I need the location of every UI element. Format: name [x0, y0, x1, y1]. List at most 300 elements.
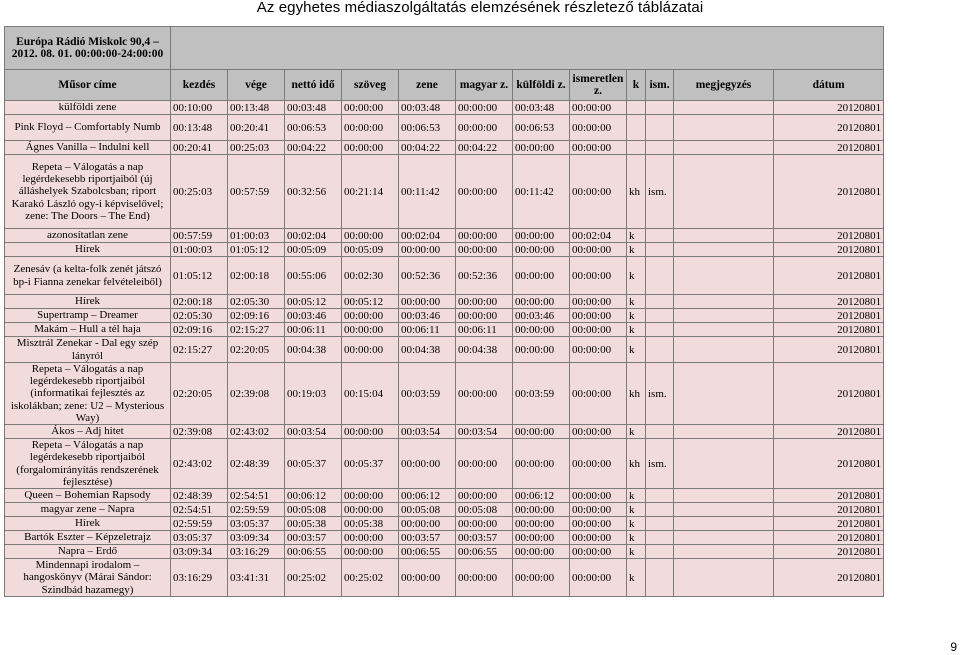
- cell-unknown: 00:00:00: [570, 559, 627, 597]
- cell-start: 03:05:37: [171, 531, 228, 545]
- cell-ism: [646, 531, 674, 545]
- cell-foreign: 00:00:00: [513, 323, 570, 337]
- cell-net: 00:03:46: [285, 309, 342, 323]
- cell-note: [674, 101, 774, 115]
- cell-ism: [646, 545, 674, 559]
- cell-start: 02:09:16: [171, 323, 228, 337]
- cell-text: 00:05:09: [342, 243, 399, 257]
- cell-music: 00:06:55: [399, 545, 456, 559]
- cell-foreign: 00:03:46: [513, 309, 570, 323]
- cell-music: 00:06:12: [399, 489, 456, 503]
- cell-foreign: 00:00:00: [513, 243, 570, 257]
- cell-foreign: 00:03:59: [513, 363, 570, 425]
- cell-foreign: 00:00:00: [513, 425, 570, 439]
- cell-k: [627, 141, 646, 155]
- cell-net: 00:03:54: [285, 425, 342, 439]
- table-row: [5, 439, 884, 489]
- cell-hu: 00:00:00: [456, 101, 513, 115]
- table-row: [5, 155, 884, 229]
- station-header-row: [5, 27, 884, 70]
- cell-ism: [646, 323, 674, 337]
- cell-ism: [646, 517, 674, 531]
- cell-music: 00:05:08: [399, 503, 456, 517]
- cell-net: 00:02:04: [285, 229, 342, 243]
- cell-net: 00:05:38: [285, 517, 342, 531]
- cell-start: 02:59:59: [171, 517, 228, 531]
- cell-foreign: 00:00:00: [513, 545, 570, 559]
- cell-net: 00:03:57: [285, 531, 342, 545]
- cell-hu: 00:00:00: [456, 115, 513, 141]
- cell-music: 00:04:22: [399, 141, 456, 155]
- cell-note: [674, 309, 774, 323]
- cell-end: 02:48:39: [228, 439, 285, 489]
- cell-k: k: [627, 295, 646, 309]
- col-unknown-header: ismeretlen z.: [570, 70, 627, 101]
- cell-note: [674, 489, 774, 503]
- cell-note: [674, 155, 774, 229]
- cell-note: [674, 115, 774, 141]
- cell-net: 00:05:08: [285, 503, 342, 517]
- cell-title: külföldi zene: [5, 101, 171, 115]
- cell-hu: 00:03:57: [456, 531, 513, 545]
- cell-unknown: 00:00:00: [570, 101, 627, 115]
- cell-foreign: 00:11:42: [513, 155, 570, 229]
- cell-unknown: 00:00:00: [570, 155, 627, 229]
- cell-music: 00:52:36: [399, 257, 456, 295]
- cell-date: 20120801: [774, 229, 884, 243]
- cell-foreign: 00:00:00: [513, 257, 570, 295]
- col-foreign-header: külföldi z.: [513, 70, 570, 101]
- cell-k: k: [627, 425, 646, 439]
- cell-start: 03:09:34: [171, 545, 228, 559]
- cell-date: 20120801: [774, 155, 884, 229]
- cell-k: k: [627, 545, 646, 559]
- cell-hu: 00:00:00: [456, 517, 513, 531]
- cell-net: 00:06:11: [285, 323, 342, 337]
- col-title-header: Műsor címe: [5, 70, 171, 101]
- cell-music: 00:00:00: [399, 243, 456, 257]
- cell-hu: 00:06:55: [456, 545, 513, 559]
- cell-text: 00:00:00: [342, 503, 399, 517]
- cell-unknown: 00:00:00: [570, 115, 627, 141]
- cell-text: 00:21:14: [342, 155, 399, 229]
- cell-text: 00:00:00: [342, 489, 399, 503]
- cell-title: Makám – Hull a tél haja: [5, 323, 171, 337]
- table-row: [5, 531, 884, 545]
- cell-text: 00:00:00: [342, 309, 399, 323]
- cell-title: Queen – Bohemian Rapsody: [5, 489, 171, 503]
- cell-end: 00:25:03: [228, 141, 285, 155]
- cell-text: 00:00:00: [342, 425, 399, 439]
- cell-date: 20120801: [774, 531, 884, 545]
- cell-hu: 00:05:08: [456, 503, 513, 517]
- cell-date: 20120801: [774, 243, 884, 257]
- cell-music: 00:11:42: [399, 155, 456, 229]
- cell-text: 00:05:37: [342, 439, 399, 489]
- cell-note: [674, 295, 774, 309]
- header-filler: [171, 27, 884, 70]
- cell-music: 00:06:11: [399, 323, 456, 337]
- cell-end: 01:00:03: [228, 229, 285, 243]
- cell-k: kh: [627, 155, 646, 229]
- cell-end: 02:20:05: [228, 337, 285, 363]
- cell-net: 00:06:53: [285, 115, 342, 141]
- cell-end: 03:16:29: [228, 545, 285, 559]
- cell-k: k: [627, 337, 646, 363]
- cell-net: 00:06:12: [285, 489, 342, 503]
- cell-date: 20120801: [774, 545, 884, 559]
- cell-ism: [646, 337, 674, 363]
- page-number: 9: [950, 640, 957, 654]
- cell-note: [674, 243, 774, 257]
- cell-note: [674, 439, 774, 489]
- table-row: [5, 309, 884, 323]
- cell-unknown: 00:00:00: [570, 489, 627, 503]
- cell-note: [674, 503, 774, 517]
- cell-end: 03:05:37: [228, 517, 285, 531]
- cell-hu: 00:52:36: [456, 257, 513, 295]
- cell-text: 00:00:00: [342, 531, 399, 545]
- cell-title: Repeta – Válogatás a nap legérdekesebb riportjaiból (új álláshelyek Szabolcsban; riport Karakó László ogy-i képviselővel; zene: The Doors – The End): [5, 155, 171, 229]
- column-header-row: [5, 70, 884, 101]
- cell-ism: [646, 425, 674, 439]
- cell-text: 00:15:04: [342, 363, 399, 425]
- cell-date: 20120801: [774, 425, 884, 439]
- cell-start: 00:13:48: [171, 115, 228, 141]
- cell-foreign: 00:00:00: [513, 517, 570, 531]
- cell-k: k: [627, 517, 646, 531]
- cell-ism: [646, 101, 674, 115]
- cell-k: [627, 101, 646, 115]
- cell-ism: [646, 257, 674, 295]
- table-row: [5, 141, 884, 155]
- cell-music: 00:06:53: [399, 115, 456, 141]
- cell-date: 20120801: [774, 517, 884, 531]
- cell-date: 20120801: [774, 115, 884, 141]
- cell-net: 00:03:48: [285, 101, 342, 115]
- cell-foreign: 00:03:48: [513, 101, 570, 115]
- cell-title: Ágnes Vanilla – Indulni kell: [5, 141, 171, 155]
- cell-net: 00:04:22: [285, 141, 342, 155]
- cell-k: [627, 115, 646, 141]
- cell-date: 20120801: [774, 439, 884, 489]
- cell-hu: 00:03:54: [456, 425, 513, 439]
- cell-date: 20120801: [774, 337, 884, 363]
- col-k-header: k: [627, 70, 646, 101]
- table-row: [5, 323, 884, 337]
- cell-k: k: [627, 323, 646, 337]
- cell-start: 03:16:29: [171, 559, 228, 597]
- cell-note: [674, 559, 774, 597]
- cell-hu: 00:00:00: [456, 155, 513, 229]
- cell-end: 02:54:51: [228, 489, 285, 503]
- cell-k: k: [627, 559, 646, 597]
- cell-foreign: 00:06:12: [513, 489, 570, 503]
- cell-note: [674, 323, 774, 337]
- cell-hu: 00:00:00: [456, 363, 513, 425]
- cell-music: 00:00:00: [399, 559, 456, 597]
- cell-unknown: 00:00:00: [570, 503, 627, 517]
- cell-text: 00:00:00: [342, 229, 399, 243]
- cell-date: 20120801: [774, 257, 884, 295]
- cell-music: 00:03:54: [399, 425, 456, 439]
- cell-start: 02:39:08: [171, 425, 228, 439]
- table-row: [5, 503, 884, 517]
- cell-note: [674, 425, 774, 439]
- cell-net: 00:05:12: [285, 295, 342, 309]
- cell-note: [674, 257, 774, 295]
- cell-music: 00:03:46: [399, 309, 456, 323]
- cell-text: 00:00:00: [342, 545, 399, 559]
- cell-note: [674, 517, 774, 531]
- cell-text: 00:00:00: [342, 101, 399, 115]
- cell-k: k: [627, 309, 646, 323]
- cell-unknown: 00:00:00: [570, 545, 627, 559]
- cell-ism: ism.: [646, 155, 674, 229]
- cell-end: 02:00:18: [228, 257, 285, 295]
- col-date-header: dátum: [774, 70, 884, 101]
- cell-title: Misztrál Zenekar - Dal egy szép lányról: [5, 337, 171, 363]
- cell-end: 02:59:59: [228, 503, 285, 517]
- col-hu-header: magyar z.: [456, 70, 513, 101]
- cell-ism: [646, 141, 674, 155]
- cell-text: 00:00:00: [342, 115, 399, 141]
- cell-k: k: [627, 489, 646, 503]
- cell-k: k: [627, 229, 646, 243]
- cell-ism: [646, 295, 674, 309]
- cell-net: 00:04:38: [285, 337, 342, 363]
- cell-hu: 00:04:38: [456, 337, 513, 363]
- cell-title: magyar zene – Napra: [5, 503, 171, 517]
- col-net-header: nettó idő: [285, 70, 342, 101]
- cell-net: 00:05:09: [285, 243, 342, 257]
- table-row: [5, 101, 884, 115]
- cell-start: 02:05:30: [171, 309, 228, 323]
- cell-end: 01:05:12: [228, 243, 285, 257]
- cell-net: 00:19:03: [285, 363, 342, 425]
- cell-unknown: 00:00:00: [570, 425, 627, 439]
- col-end-header: vége: [228, 70, 285, 101]
- table-row: [5, 425, 884, 439]
- cell-text: 00:00:00: [342, 337, 399, 363]
- cell-text: 00:02:30: [342, 257, 399, 295]
- cell-text: 00:25:02: [342, 559, 399, 597]
- cell-start: 00:10:00: [171, 101, 228, 115]
- cell-ism: ism.: [646, 363, 674, 425]
- table-row: [5, 559, 884, 597]
- cell-foreign: 00:00:00: [513, 229, 570, 243]
- cell-unknown: 00:02:04: [570, 229, 627, 243]
- table-row: [5, 243, 884, 257]
- cell-foreign: 00:00:00: [513, 503, 570, 517]
- col-note-header: megjegyzés: [674, 70, 774, 101]
- table-row: [5, 295, 884, 309]
- cell-start: 02:54:51: [171, 503, 228, 517]
- page-title: Az egyhetes médiaszolgáltatás elemzésének részletező táblázatai: [256, 0, 704, 16]
- table-row: [5, 545, 884, 559]
- cell-k: k: [627, 257, 646, 295]
- cell-title: Mindennapi irodalom – hangoskönyv (Márai Sándor: Szindbád hazamegy): [5, 559, 171, 597]
- cell-unknown: 00:00:00: [570, 439, 627, 489]
- cell-start: 00:25:03: [171, 155, 228, 229]
- cell-ism: [646, 229, 674, 243]
- table-row: [5, 229, 884, 243]
- table-row: [5, 363, 884, 425]
- cell-music: 00:04:38: [399, 337, 456, 363]
- cell-date: 20120801: [774, 309, 884, 323]
- table-row: [5, 257, 884, 295]
- cell-music: 00:03:57: [399, 531, 456, 545]
- cell-ism: [646, 309, 674, 323]
- cell-note: [674, 363, 774, 425]
- col-text-header: szöveg: [342, 70, 399, 101]
- cell-music: 00:00:00: [399, 517, 456, 531]
- cell-start: 00:20:41: [171, 141, 228, 155]
- cell-end: 02:09:16: [228, 309, 285, 323]
- cell-date: 20120801: [774, 363, 884, 425]
- cell-unknown: 00:00:00: [570, 337, 627, 363]
- cell-foreign: 00:00:00: [513, 141, 570, 155]
- cell-hu: 00:00:00: [456, 295, 513, 309]
- cell-hu: 00:00:00: [456, 439, 513, 489]
- cell-hu: 00:00:00: [456, 489, 513, 503]
- cell-music: 00:00:00: [399, 439, 456, 489]
- cell-note: [674, 337, 774, 363]
- table-row: [5, 337, 884, 363]
- cell-end: 03:09:34: [228, 531, 285, 545]
- cell-unknown: 00:00:00: [570, 309, 627, 323]
- col-ism-header: ism.: [646, 70, 674, 101]
- cell-note: [674, 531, 774, 545]
- cell-title: Napra – Erdő: [5, 545, 171, 559]
- cell-end: 02:05:30: [228, 295, 285, 309]
- cell-net: 00:25:02: [285, 559, 342, 597]
- cell-note: [674, 141, 774, 155]
- cell-foreign: 00:00:00: [513, 531, 570, 545]
- cell-unknown: 00:00:00: [570, 257, 627, 295]
- cell-k: k: [627, 531, 646, 545]
- cell-foreign: 00:06:53: [513, 115, 570, 141]
- cell-start: 02:48:39: [171, 489, 228, 503]
- cell-title: Hírek: [5, 243, 171, 257]
- cell-start: 02:20:05: [171, 363, 228, 425]
- cell-date: 20120801: [774, 559, 884, 597]
- cell-start: 02:00:18: [171, 295, 228, 309]
- cell-unknown: 00:00:00: [570, 517, 627, 531]
- cell-note: [674, 545, 774, 559]
- cell-start: 02:15:27: [171, 337, 228, 363]
- cell-text: 00:05:12: [342, 295, 399, 309]
- cell-music: 00:02:04: [399, 229, 456, 243]
- cell-ism: [646, 115, 674, 141]
- cell-end: 02:15:27: [228, 323, 285, 337]
- cell-end: 02:39:08: [228, 363, 285, 425]
- cell-music: 00:00:00: [399, 295, 456, 309]
- cell-net: 00:06:55: [285, 545, 342, 559]
- cell-net: 00:32:56: [285, 155, 342, 229]
- cell-k: kh: [627, 363, 646, 425]
- cell-end: 02:43:02: [228, 425, 285, 439]
- cell-ism: [646, 503, 674, 517]
- cell-date: 20120801: [774, 489, 884, 503]
- cell-net: 00:55:06: [285, 257, 342, 295]
- cell-hu: 00:00:00: [456, 559, 513, 597]
- cell-title: Hírek: [5, 517, 171, 531]
- cell-unknown: 00:00:00: [570, 295, 627, 309]
- table-row: [5, 115, 884, 141]
- cell-text: 00:05:38: [342, 517, 399, 531]
- cell-unknown: 00:00:00: [570, 243, 627, 257]
- table-row: [5, 489, 884, 503]
- cell-unknown: 00:00:00: [570, 141, 627, 155]
- cell-text: 00:00:00: [342, 141, 399, 155]
- cell-title: azonosítatlan zene: [5, 229, 171, 243]
- cell-foreign: 00:00:00: [513, 337, 570, 363]
- cell-title: Hírek: [5, 295, 171, 309]
- cell-start: 01:00:03: [171, 243, 228, 257]
- cell-ism: [646, 489, 674, 503]
- cell-ism: ism.: [646, 439, 674, 489]
- cell-date: 20120801: [774, 141, 884, 155]
- table-row: [5, 517, 884, 531]
- cell-date: 20120801: [774, 295, 884, 309]
- cell-net: 00:05:37: [285, 439, 342, 489]
- log-body: [5, 101, 884, 597]
- cell-ism: [646, 559, 674, 597]
- cell-title: Ákos – Adj hitet: [5, 425, 171, 439]
- cell-hu: 00:06:11: [456, 323, 513, 337]
- cell-music: 00:03:48: [399, 101, 456, 115]
- col-start-header: kezdés: [171, 70, 228, 101]
- station-label: Európa Rádió Miskolc 90,4 – 2012. 08. 01. 00:00:00-24:00:00: [5, 27, 171, 70]
- cell-title: Pink Floyd – Comfortably Numb: [5, 115, 171, 141]
- cell-end: 03:41:31: [228, 559, 285, 597]
- cell-hu: 00:00:00: [456, 229, 513, 243]
- cell-music: 00:03:59: [399, 363, 456, 425]
- cell-title: Bartók Eszter – Képzeletrajz: [5, 531, 171, 545]
- cell-k: k: [627, 503, 646, 517]
- cell-foreign: 00:00:00: [513, 439, 570, 489]
- cell-title: Zenesáv (a kelta-folk zenét játszó bp-i Fianna zenekar felvételeiből): [5, 257, 171, 295]
- cell-end: 00:57:59: [228, 155, 285, 229]
- cell-note: [674, 229, 774, 243]
- cell-title: Repeta – Válogatás a nap legérdekesebb riportjaiból (informatikai fejlesztés az iskolákban; zene: U2 – Mysterious Way): [5, 363, 171, 425]
- cell-title: Supertramp – Dreamer: [5, 309, 171, 323]
- cell-title: Repeta – Válogatás a nap legérdekesebb riportjaiból (forgalomirányítás rendszerének fejlesztése): [5, 439, 171, 489]
- cell-date: 20120801: [774, 323, 884, 337]
- cell-unknown: 00:00:00: [570, 323, 627, 337]
- cell-start: 01:05:12: [171, 257, 228, 295]
- cell-hu: 00:04:22: [456, 141, 513, 155]
- col-music-header: zene: [399, 70, 456, 101]
- cell-ism: [646, 243, 674, 257]
- cell-date: 20120801: [774, 101, 884, 115]
- cell-end: 00:20:41: [228, 115, 285, 141]
- cell-date: 20120801: [774, 503, 884, 517]
- cell-foreign: 00:00:00: [513, 295, 570, 309]
- cell-hu: 00:00:00: [456, 309, 513, 323]
- cell-hu: 00:00:00: [456, 243, 513, 257]
- broadcast-log-table: [4, 26, 884, 597]
- cell-text: 00:00:00: [342, 323, 399, 337]
- cell-start: 02:43:02: [171, 439, 228, 489]
- cell-start: 00:57:59: [171, 229, 228, 243]
- cell-k: kh: [627, 439, 646, 489]
- cell-foreign: 00:00:00: [513, 559, 570, 597]
- cell-k: k: [627, 243, 646, 257]
- cell-end: 00:13:48: [228, 101, 285, 115]
- cell-unknown: 00:00:00: [570, 531, 627, 545]
